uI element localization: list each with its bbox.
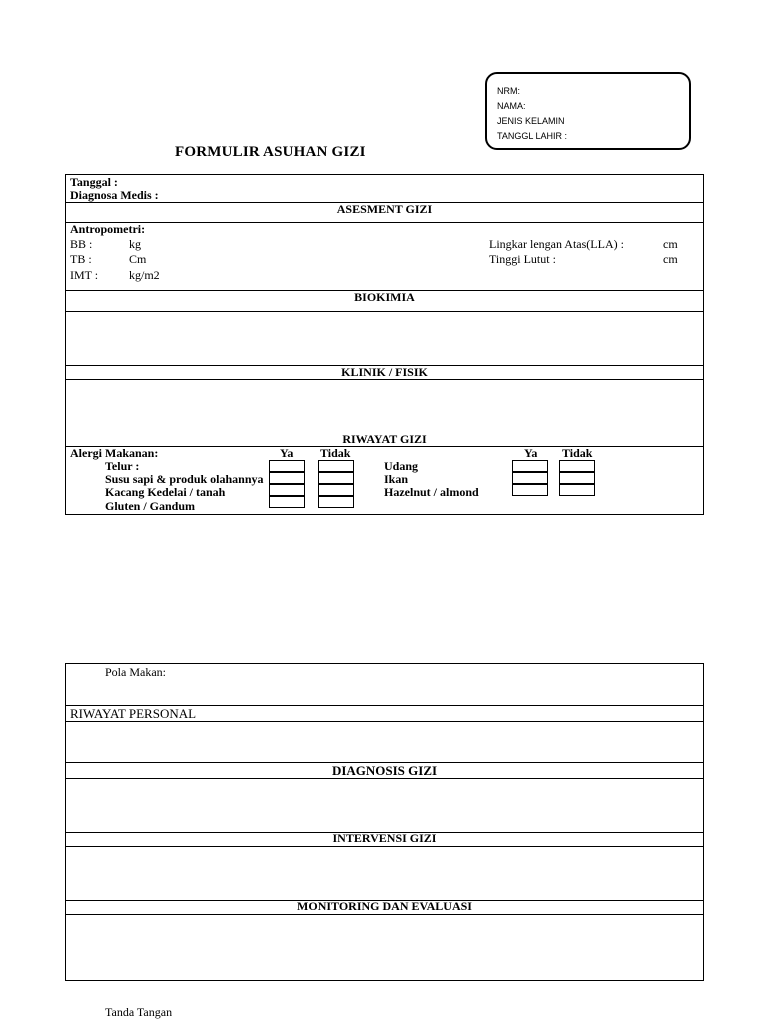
tinggi-lutut-unit: cm [663, 252, 678, 266]
nrm-label: NRM: [497, 86, 520, 96]
klinik-fisik-heading: KLINIK / FISIK [341, 365, 428, 379]
diagnosa-medis-label: Diagnosa Medis : [70, 188, 159, 202]
ya-label-right: Ya [524, 446, 538, 460]
allergen-item: Telur : [105, 459, 140, 473]
tb-label: TB : [70, 252, 92, 266]
checkbox-ya[interactable] [512, 460, 548, 472]
riwayat-gizi-heading: RIWAYAT GIZI [342, 432, 427, 446]
checkbox-ya[interactable] [269, 472, 305, 484]
form-title: FORMULIR ASUHAN GIZI [175, 144, 366, 160]
checkbox-ya[interactable] [512, 472, 548, 484]
checkbox-ya[interactable] [269, 460, 305, 472]
intervensi-gizi-heading: INTERVENSI GIZI [332, 831, 437, 845]
nama-label: NAMA: [497, 101, 526, 111]
bb-unit: kg [129, 237, 141, 251]
biokimia-heading: BIOKIMIA [354, 290, 415, 304]
checkbox-ya[interactable] [512, 484, 548, 496]
allergen-item: Gluten / Gandum [105, 499, 196, 513]
riwayat-personal-heading: RIWAYAT PERSONAL [70, 706, 197, 721]
jenis-kelamin-label: JENIS KELAMIN [497, 116, 565, 126]
checkbox-ya[interactable] [269, 484, 305, 496]
checkbox-tidak[interactable] [318, 460, 354, 472]
pola-makan-label: Pola Makan: [105, 665, 166, 679]
allergen-item: Susu sapi & produk olahannya [105, 472, 264, 486]
tanggal-lahir-label: TANGGL LAHIR : [497, 131, 568, 141]
monitoring-evaluasi-heading: MONITORING DAN EVALUASI [297, 899, 472, 913]
ya-label-left: Ya [280, 446, 294, 460]
lla-unit: cm [663, 237, 678, 251]
alergi-makanan-label: Alergi Makanan: [70, 446, 159, 460]
tidak-label-left: Tidak [320, 446, 351, 460]
checkbox-tidak[interactable] [318, 496, 354, 508]
tinggi-lutut-label: Tinggi Lutut : [489, 252, 556, 266]
tb-unit: Cm [129, 252, 147, 266]
tanggal-label: Tanggal : [70, 175, 118, 189]
antropometri-label: Antropometri: [70, 222, 146, 236]
form-section-1 [65, 174, 704, 515]
asesment-gizi-heading: ASESMENT GIZI [336, 202, 433, 216]
imt-label: IMT : [70, 268, 99, 282]
allergen-item: Udang [384, 459, 419, 473]
allergen-item: Hazelnut / almond [384, 485, 479, 499]
checkbox-tidak[interactable] [559, 460, 595, 472]
tanda-tangan-label: Tanda Tangan [105, 1005, 173, 1019]
patient-info-box [485, 72, 691, 150]
bb-label: BB : [70, 237, 93, 251]
checkbox-tidak[interactable] [559, 484, 595, 496]
checkbox-tidak[interactable] [318, 472, 354, 484]
form-section-2 [65, 663, 704, 981]
lla-label: Lingkar lengan Atas(LLA) : [489, 237, 624, 251]
checkbox-tidak[interactable] [318, 484, 354, 496]
checkbox-ya[interactable] [269, 496, 305, 508]
checkbox-tidak[interactable] [559, 472, 595, 484]
tidak-label-right: Tidak [562, 446, 593, 460]
imt-unit: kg/m2 [129, 268, 160, 282]
diagnosis-gizi-heading: DIAGNOSIS GIZI [331, 763, 438, 778]
allergen-item: Ikan [384, 472, 409, 486]
allergen-item: Kacang Kedelai / tanah [105, 485, 226, 499]
